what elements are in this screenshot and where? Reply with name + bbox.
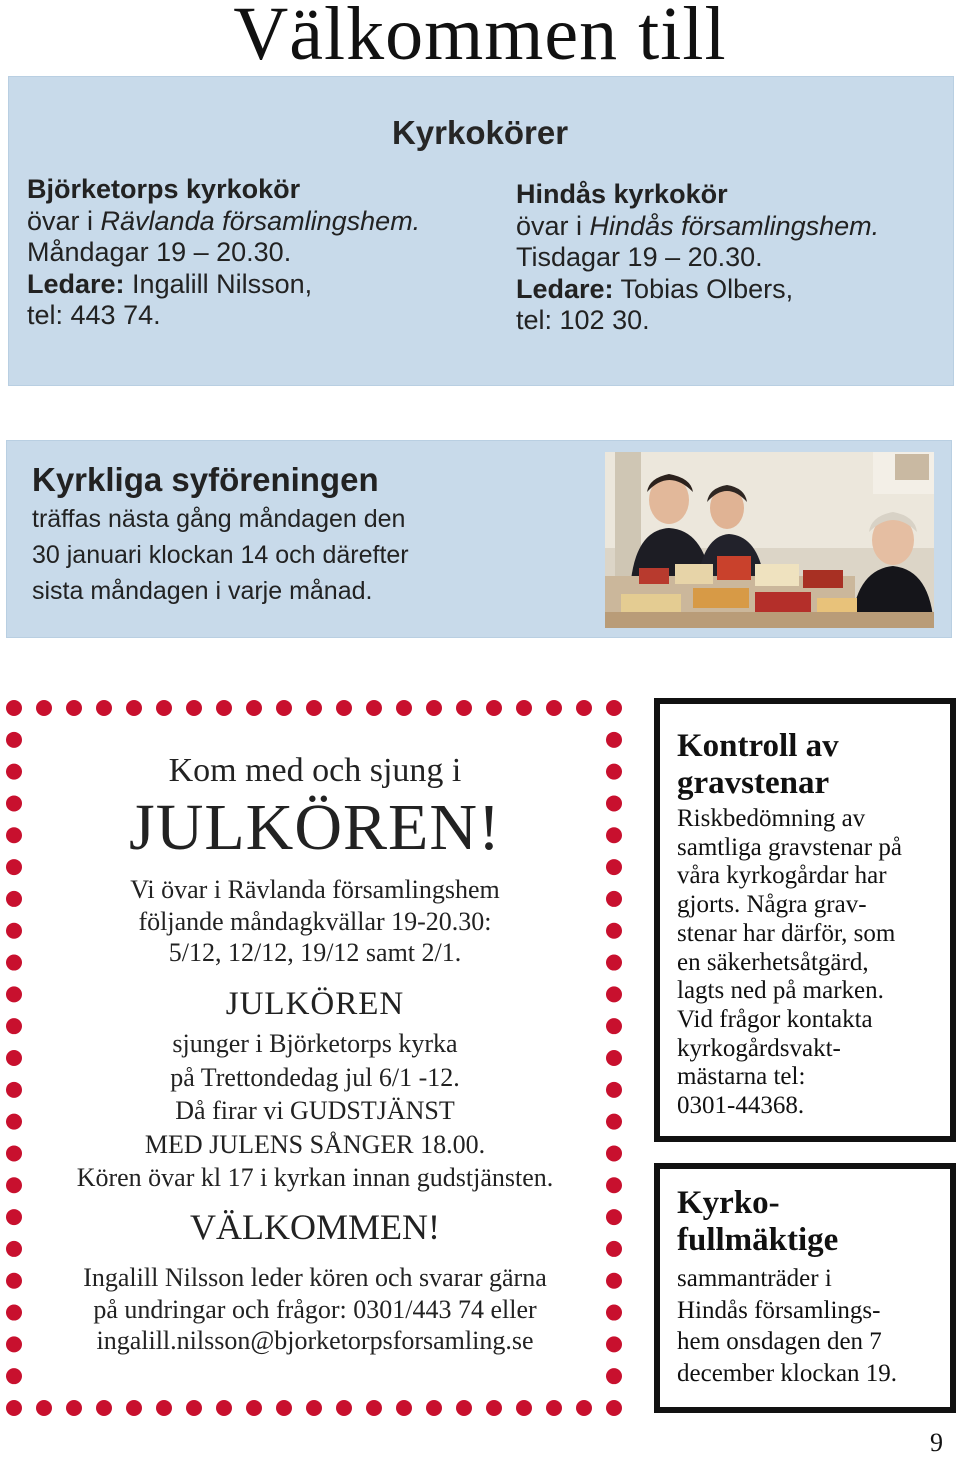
- gravstenar-line: mästarna tel:: [677, 1063, 806, 1091]
- gravstenar-title: [677, 728, 839, 802]
- border-dot: [396, 1400, 412, 1416]
- julkoren-email: ingalill.nilsson@bjorketorpsforsamling.se: [96, 1326, 534, 1355]
- julkoren-line: Kören övar kl 17 i kyrkan innan gudstjänsten.: [76, 1163, 554, 1192]
- syforening-photo: [605, 452, 934, 628]
- border-dot: [546, 1400, 562, 1416]
- choir-bjorketorp: [27, 174, 420, 332]
- syforening-line: träffas nästa gång måndagen den: [32, 505, 406, 533]
- border-dot: [606, 1368, 622, 1384]
- syforening-line: 30 januari klockan 14 och därefter: [32, 541, 409, 569]
- syforening-title: Kyrkliga syföreningen: [32, 461, 379, 498]
- gravstenar-line: stenar har därför, som: [677, 919, 896, 947]
- julkoren-line: Då firar vi GUDSTJÄNST: [175, 1096, 455, 1125]
- border-dot: [216, 1400, 232, 1416]
- julkoren-line: MED JULENS SÅNGER 18.00.: [144, 1129, 486, 1159]
- julkoren-line: sjunger i Björketorps kyrka: [172, 1029, 458, 1058]
- choir-leader: [516, 274, 879, 306]
- leader-label: Ledare:: [516, 273, 614, 304]
- julkoren-practice: [0, 874, 630, 969]
- border-dot: [396, 700, 412, 716]
- border-dot: [246, 700, 262, 716]
- practice-place: Hindås församlingshem.: [589, 210, 880, 241]
- border-dot: [426, 700, 442, 716]
- border-dot: [246, 1400, 262, 1416]
- choir-name: Hindås kyrkokör: [516, 179, 728, 209]
- border-dot: [606, 732, 622, 748]
- gravstenar-title-line: gravstenar: [677, 765, 830, 801]
- border-dot: [156, 1400, 172, 1416]
- julkoren-line: Vi övar i Rävlanda församlingshem: [130, 875, 500, 904]
- choir-schedule: Måndagar 19 – 20.30.: [27, 237, 292, 267]
- border-dot: [606, 700, 622, 716]
- choir-schedule: Tisdagar 19 – 20.30.: [516, 242, 763, 272]
- border-dot: [306, 700, 322, 716]
- julkoren-subtitle: JULKÖREN: [225, 986, 405, 1022]
- border-dot: [96, 1400, 112, 1416]
- border-dot: [516, 700, 532, 716]
- syforening-text: [32, 501, 592, 609]
- choir-phone: tel: 102 30.: [516, 305, 650, 335]
- border-dot: [576, 1400, 592, 1416]
- kyrkofullmaktige-line: december klockan 19.: [677, 1359, 898, 1387]
- border-dot: [456, 1400, 472, 1416]
- kyrkofullmaktige-title-line: Kyrko-: [677, 1185, 780, 1221]
- page-number: 9: [930, 1428, 943, 1457]
- julkoren-line: 5/12, 12/12, 19/12 samt 2/1.: [168, 938, 462, 967]
- kyrkofullmaktige-line: hem onsdagen den 7: [677, 1328, 882, 1355]
- choir-hindas: [516, 179, 879, 337]
- border-dot: [306, 1400, 322, 1416]
- choir-phone: tel: 443 74.: [27, 300, 161, 330]
- gravstenar-line: gjorts. Några grav-: [677, 891, 867, 919]
- julkoren-intro: Kom med och sjung i: [168, 752, 462, 789]
- border-dot: [456, 700, 472, 716]
- border-dot: [336, 1400, 352, 1416]
- julkoren-line: Ingalill Nilsson leder kören och svarar gärna: [83, 1263, 547, 1292]
- border-dot: [276, 700, 292, 716]
- border-dot: [486, 700, 502, 716]
- gravstenar-line: våra kyrkogårdar har: [677, 862, 887, 890]
- gravstenar-line: Riskbedömning av: [677, 805, 866, 832]
- kyrkofullmaktige-text: [677, 1263, 897, 1389]
- julkoren-line: på Trettondedag jul 6/1 -12.: [170, 1062, 460, 1092]
- julkoren-title: JULKÖREN!: [129, 791, 501, 864]
- choir-name: Björketorps kyrkokör: [27, 174, 301, 204]
- border-dot: [66, 700, 82, 716]
- border-dot: [366, 700, 382, 716]
- gravstenar-line: en säkerhetsåtgärd,: [677, 948, 869, 976]
- julkoren-line: på undringar och frågor: 0301/443 74 eller: [93, 1294, 537, 1324]
- border-dot: [6, 1368, 22, 1384]
- border-dot: [546, 700, 562, 716]
- border-dot: [216, 700, 232, 716]
- kyrkofullmaktige-title-line: fullmäktige: [677, 1222, 839, 1258]
- border-dot: [366, 1400, 382, 1416]
- gravstenar-text: [677, 805, 902, 1121]
- border-dot: [6, 1400, 22, 1416]
- choir-practice: [516, 211, 879, 243]
- border-dot: [126, 700, 142, 716]
- border-dot: [276, 1400, 292, 1416]
- border-dot: [606, 1400, 622, 1416]
- leader-label: Ledare:: [27, 268, 125, 299]
- choir-leader: [27, 269, 420, 301]
- practice-prefix: övar i: [27, 205, 101, 236]
- gravstenar-line: 0301-44368.: [677, 1092, 805, 1120]
- choirs-heading: Kyrkokörer: [391, 114, 569, 151]
- gravstenar-box: [654, 698, 956, 1142]
- border-dot: [186, 700, 202, 716]
- border-dot: [576, 700, 592, 716]
- practice-prefix: övar i: [516, 210, 590, 241]
- leader-name: Ingalill Nilsson,: [124, 268, 313, 299]
- gravstenar-line: kyrkogårdsvakt-: [677, 1034, 841, 1062]
- border-dot: [186, 1400, 202, 1416]
- border-dot: [36, 1400, 52, 1416]
- kyrkofullmaktige-title: [677, 1185, 838, 1259]
- kyrkofullmaktige-line: Hindås församlings-: [677, 1296, 881, 1324]
- practice-place: Rävlanda församlingshem.: [100, 205, 421, 236]
- border-dot: [36, 700, 52, 716]
- kyrkofullmaktige-box: [654, 1163, 956, 1413]
- border-dot: [486, 1400, 502, 1416]
- leader-name: Tobias Olbers,: [613, 273, 794, 304]
- gravstenar-line: samtliga gravstenar på: [677, 833, 902, 861]
- syforening-line: sista måndagen i varje månad.: [32, 577, 373, 605]
- border-dot: [6, 700, 22, 716]
- gravstenar-line: Vid frågor kontakta: [677, 1005, 873, 1033]
- page-title: Välkommen till: [233, 0, 727, 76]
- border-dot: [156, 700, 172, 716]
- kyrkofullmaktige-line: sammanträder i: [677, 1265, 832, 1292]
- julkoren-contact: [0, 1262, 630, 1357]
- border-dot: [426, 1400, 442, 1416]
- choir-practice: [27, 206, 420, 238]
- border-dot: [126, 1400, 142, 1416]
- border-dot: [66, 1400, 82, 1416]
- julkoren-service: [0, 1027, 630, 1195]
- julkoren-welcome: VÄLKOMMEN!: [190, 1207, 440, 1247]
- border-dot: [336, 700, 352, 716]
- gravstenar-title-line: Kontroll av: [677, 728, 839, 764]
- border-dot: [6, 732, 22, 748]
- border-dot: [516, 1400, 532, 1416]
- gravstenar-line: lagts ned på marken.: [677, 977, 884, 1005]
- julkoren-line: följande måndagkvällar 19-20.30:: [138, 906, 492, 936]
- border-dot: [96, 700, 112, 716]
